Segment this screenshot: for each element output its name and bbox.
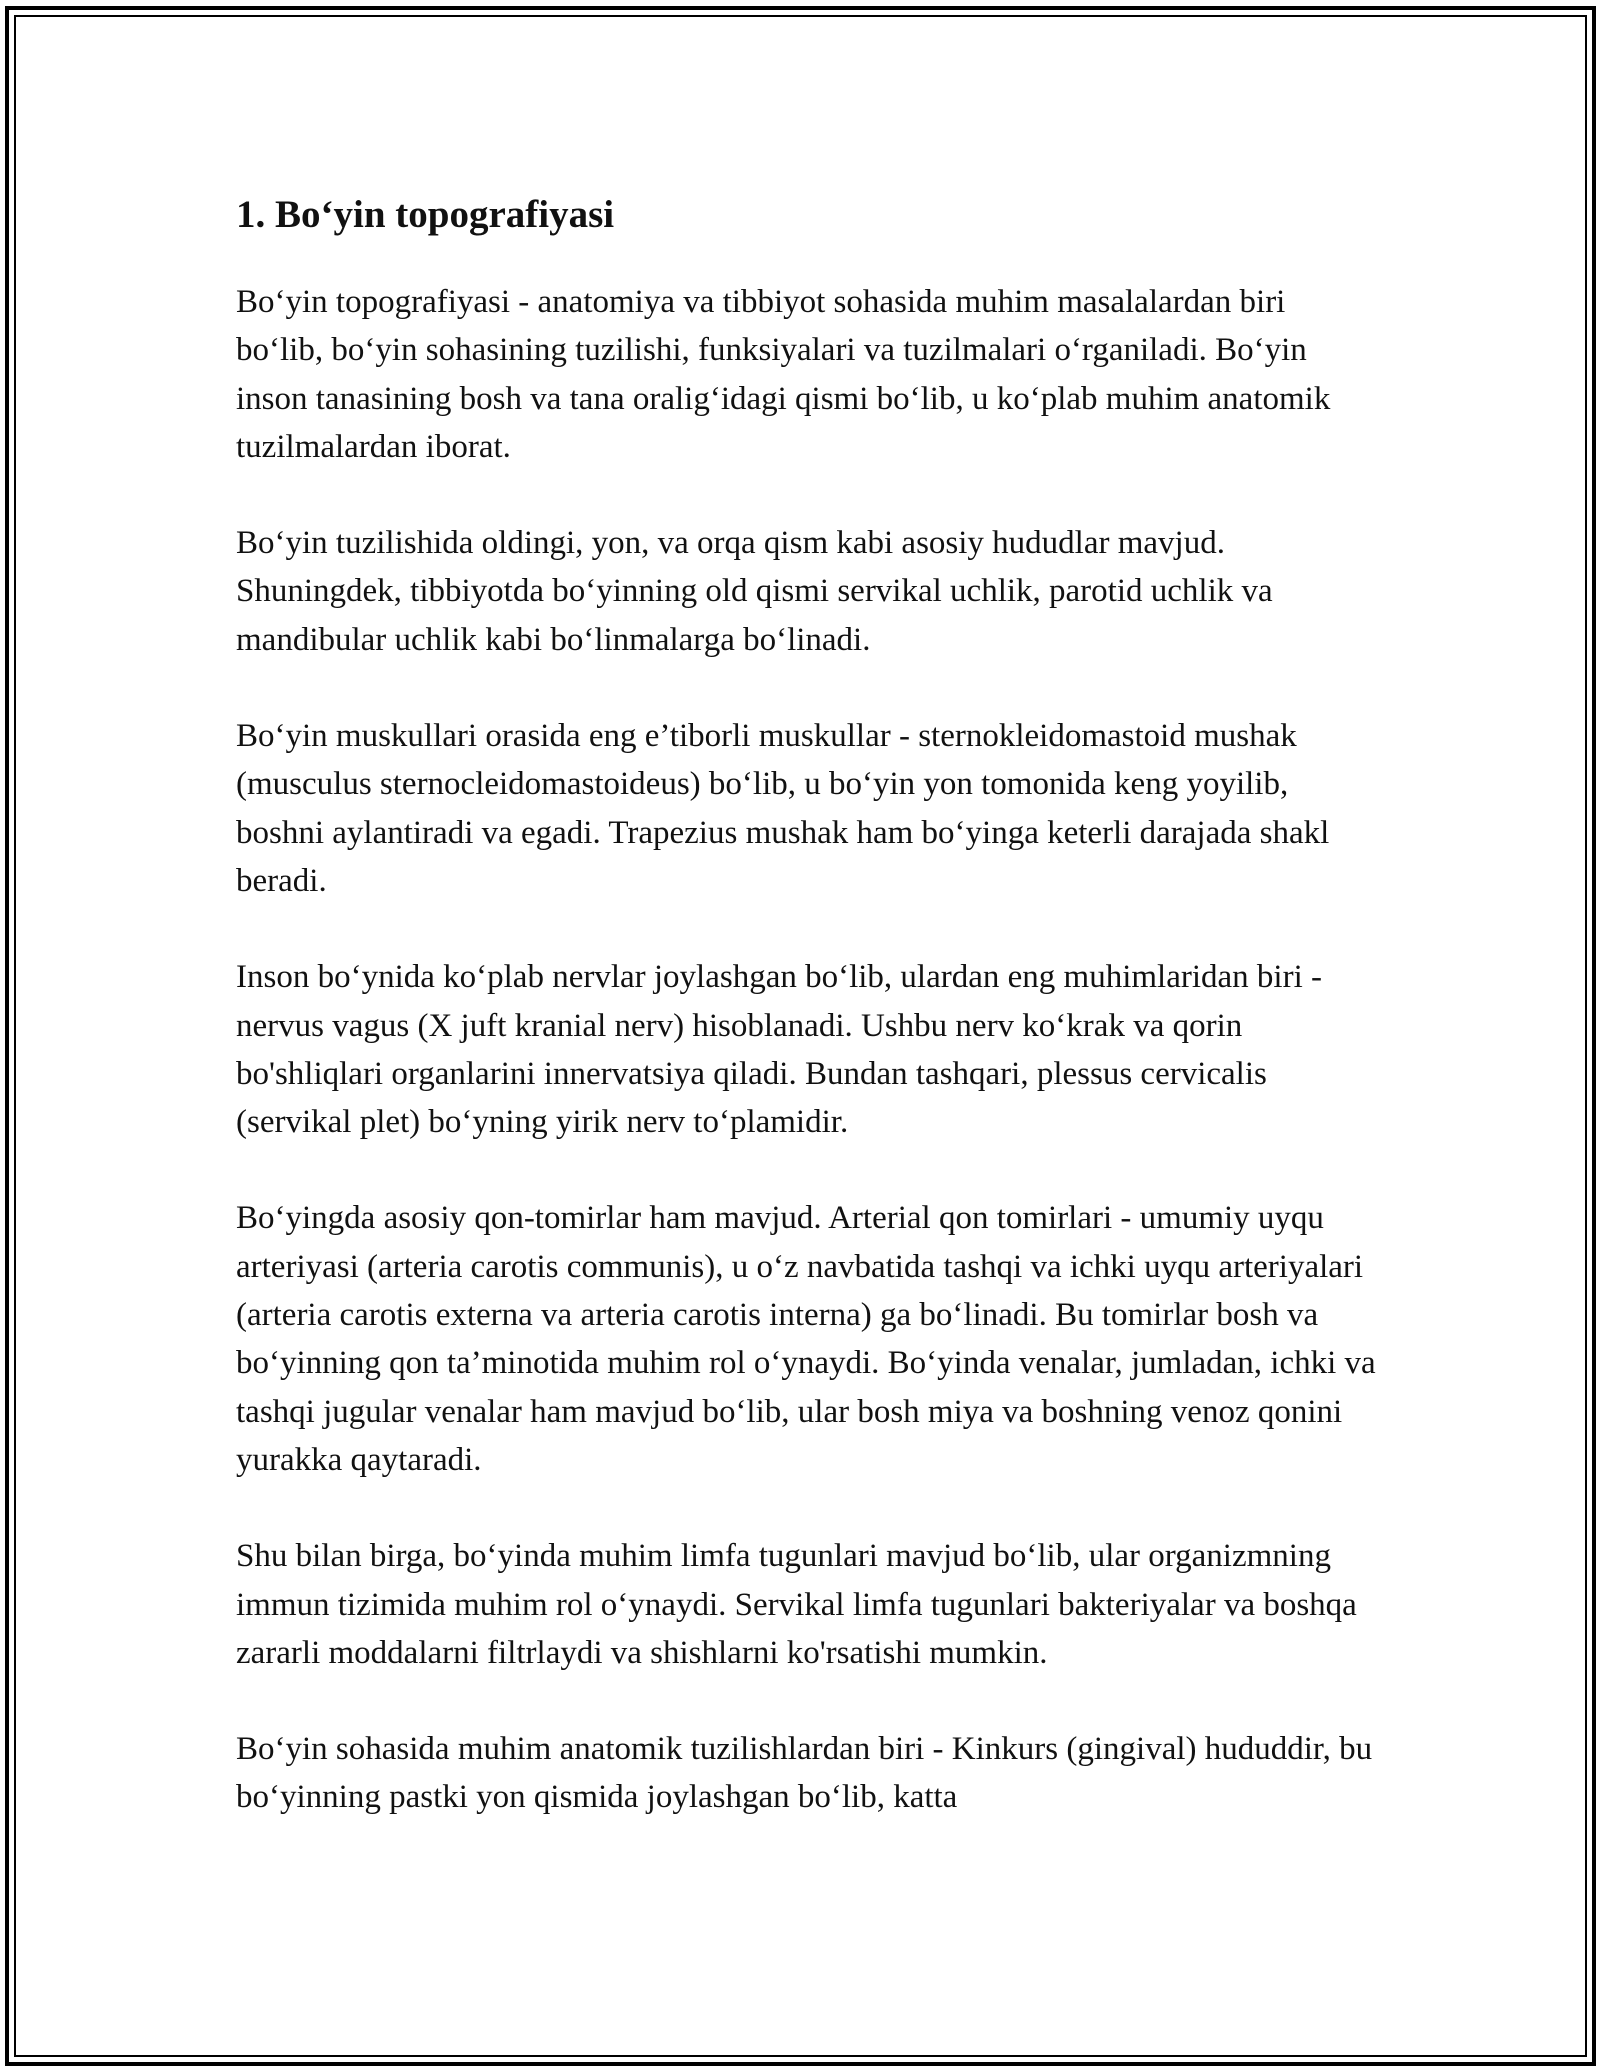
document-body — [236, 186, 1376, 1870]
paragraph-3: Bo‘yin muskullari orasida eng e’tiborli muskullar - sternokleidomastoid mushak (musculus sternocleidomastoideus) bo‘lib, u bo‘yin yon tomonida keng yoyilib, boshni aylantiradi va egadi. Trapezius mushak ham bo‘yinga keterli darajada shakl beradi. — [236, 718, 1330, 899]
paragraph-7: Bo‘yin sohasida muhim anatomik tuzilishlardan biri - Kinkurs (gingival) hududdir, bu bo‘yinning pastki yon qismida joylashgan bo‘lib, katta — [236, 1731, 1373, 1816]
paragraph-5: Bo‘yingda asosiy qon-tomirlar ham mavjud. Arterial qon tomirlari - umumiy uyqu arteriyasi (arteria carotis communis), u o‘z navbatida tashqi va ichki uyqu arteriyalari (arteria carotis externa va arteria carotis interna) ga bo‘linadi. Bu tomirlar bosh va bo‘yinning qon ta’minotida muhim rol o‘ynaydi. Bo‘yinda venalar, jumladan, ichki va tashqi jugular venalar ham mavjud bo‘lib, ular bosh miya va boshning venoz qonini yurakka qaytaradi. — [236, 1200, 1376, 1478]
paragraph-4: Inson bo‘ynida ko‘plab nervlar joylashgan bo‘lib, ulardan eng muhimlaridan biri - nervus vagus (X juft kranial nerv) hisoblanadi. Ushbu nerv ko‘krak va qorin bo'shliqlari organlarini innervatsiya qiladi. Bundan tashqari, plessus cervicalis (servikal plet) bo‘yning yirik nerv to‘plamidir. — [236, 959, 1322, 1141]
section-heading: 1. Bo‘yin topografiyasi — [236, 193, 615, 236]
paragraph-2: Bo‘yin tuzilishida oldingi, yon, va orqa qism kabi asosiy hududlar mavjud. Shuningdek, tibbiyotda bo‘yinning old qismi servikal uchlik, parotid uchlik va mandibular uchlik kabi bo‘linmalarga bo‘linadi. — [236, 525, 1273, 658]
paragraph-1: Bo‘yin topografiyasi - anatomiya va tibbiyot sohasida muhim masalalardan biri bo‘lib, bo‘yin sohasining tuzilishi, funksiyalari va tuzilmalari o‘rganiladi. Bo‘yin inson tanasining bosh va tana oralig‘idagi qismi bo‘lib, u ko‘plab muhim anatomik tuzilmalardan iborat. — [236, 284, 1331, 465]
paragraph-6: Shu bilan birga, bo‘yinda muhim limfa tugunlari mavjud bo‘lib, ular organizmning immun tizimida muhim rol o‘ynaydi. Servikal limfa tugunlari bakteriyalar va boshqa zararli moddalarni filtrlaydi va shishlarni ko'rsatishi mumkin. — [236, 1538, 1357, 1671]
